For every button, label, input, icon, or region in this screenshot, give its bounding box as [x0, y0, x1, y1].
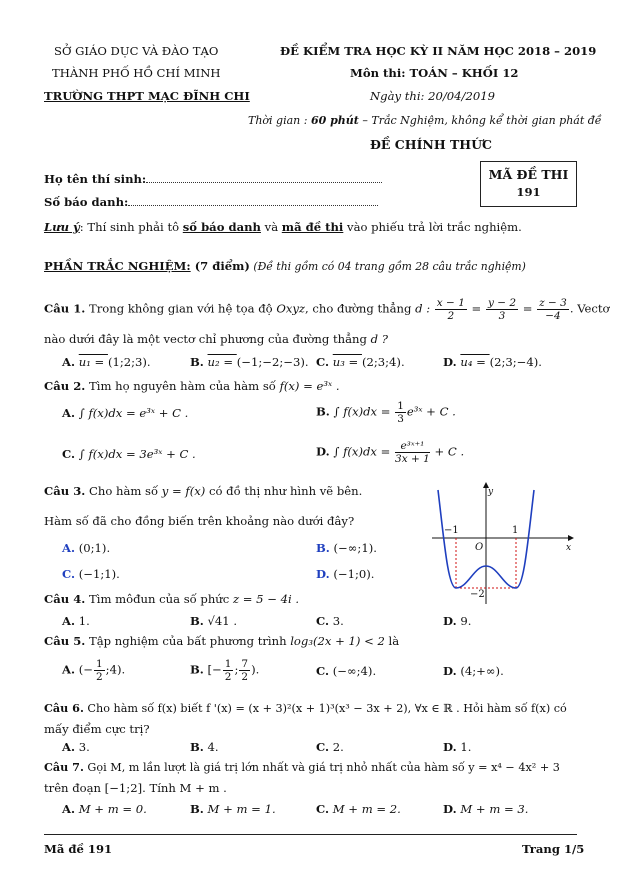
exam-code: 191	[516, 185, 541, 199]
q7-stem-line2: trên đoạn [−1;2]. Tính M + m .	[44, 781, 227, 795]
q3-option-b[interactable]: B. (−∞;1).	[316, 541, 377, 555]
exam-duration: Thời gian : 60 phút – Trắc Nghiệm, không kể thời gian phát đề	[248, 114, 602, 127]
graph-tick-neg2: −2	[470, 589, 485, 600]
q3-stem: Câu 3. Cho hàm số y = f(x) có đồ thị như hình vẽ bên.	[44, 484, 363, 498]
q3-option-c[interactable]: C. (−1;1).	[62, 567, 120, 581]
q4-option-c[interactable]: C. 3.	[316, 614, 344, 628]
footer-code: Mã đề 191	[44, 842, 113, 856]
q5-option-c[interactable]: C. (−∞;4).	[316, 664, 377, 678]
dept-name: SỞ GIÁO DỤC VÀ ĐÀO TẠO	[54, 44, 219, 58]
q2-stem: Câu 2. Tìm họ nguyên hàm của hàm số f(x) = e³ˣ .	[44, 379, 340, 393]
graph-origin: O	[475, 542, 484, 553]
q4-option-a[interactable]: A. 1.	[62, 614, 90, 628]
graph-tick-1: 1	[512, 525, 519, 536]
q6-option-a[interactable]: A. 3.	[62, 740, 90, 754]
exam-date: Ngày thi: 20/04/2019	[370, 89, 495, 103]
student-id-field[interactable]	[128, 195, 378, 206]
q2-option-b[interactable]: B. ∫ f(x)dx = $\frac{1}{3}$ e³ˣ + C .	[316, 400, 456, 425]
student-id-row: Số báo danh:	[44, 195, 378, 209]
q2-option-a[interactable]: A. ∫ f(x)dx = e³ˣ + C .	[62, 406, 189, 420]
q1-stem: Câu 1. Trong không gian với hệ tọa độ Oxyz, cho đường thẳng d : $\frac{x - 1}{2}$ = $\frac{y - 2}{3}$ = $\frac{z - 3}{-4}$ . Vectơ	[44, 297, 610, 322]
graph-tick-neg1: −1	[444, 525, 459, 536]
graph-x-label: x	[566, 543, 572, 553]
city-name: THÀNH PHỐ HỒ CHÍ MINH	[52, 66, 221, 80]
official-label: ĐỀ CHÍNH THỨC	[370, 137, 492, 152]
q6-stem-line2: mấy điểm cực trị?	[44, 722, 150, 736]
student-name-row: Họ tên thí sinh:	[44, 172, 382, 186]
section-title: PHẦN TRẮC NGHIỆM: (7 điểm) (Đề thi gồm có 04 trang gồm 28 câu trắc nghiệm)	[44, 259, 526, 273]
q3-stem-line2: Hàm số đã cho đồng biến trên khoảng nào dưới đây?	[44, 514, 355, 528]
q7-option-b[interactable]: B. M + m = 1.	[190, 802, 276, 816]
q1-option-d[interactable]: D. u₄ = (2;3;−4).	[443, 355, 542, 369]
q1-option-c[interactable]: C. u₃ = (2;3;4).	[316, 355, 405, 369]
note: Lưu ý: Thí sinh phải tô số báo danh và mã đề thi vào phiếu trả lời trắc nghiệm.	[44, 220, 522, 234]
q7-option-c[interactable]: C. M + m = 2.	[316, 802, 401, 816]
q4-stem: Câu 4. Tìm môđun của số phức z = 5 − 4i .	[44, 592, 300, 606]
subject: Môn thi: TOÁN – KHỐI 12	[350, 66, 519, 80]
q6-stem: Câu 6. Cho hàm số f(x) biết f '(x) = (x + 3)²(x + 1)³(x³ − 3x + 2), ∀x ∈ ℝ . Hỏi hàm số f(x) có	[44, 701, 567, 715]
q5-stem: Câu 5. Tập nghiệm của bất phương trình log₃(2x + 1) < 2 là	[44, 634, 400, 648]
page-number: Trang 1/5	[522, 842, 585, 856]
exam-title: ĐỀ KIỂM TRA HỌC KỲ II NĂM HỌC 2018 – 2019	[280, 44, 597, 58]
q5-option-a[interactable]: A. (− $\frac{1}{2}$ ;4).	[62, 658, 126, 683]
q7-stem: Câu 7. Gọi M, m lần lượt là giá trị lớn nhất và giá trị nhỏ nhất của hàm số y = x⁴ − 4x² + 3	[44, 760, 560, 774]
exam-code-box	[480, 161, 577, 207]
graph-y-label: y	[488, 487, 494, 497]
school-name: TRƯỜNG THPT MẠC ĐĨNH CHI	[44, 89, 250, 103]
q3-graph	[428, 480, 576, 608]
student-name-field[interactable]	[146, 172, 382, 183]
q1-option-a[interactable]: A. u₁ = (1;2;3).	[62, 355, 151, 369]
q3-option-d[interactable]: D. (−1;0).	[316, 567, 375, 581]
q1-option-b[interactable]: B. u₂ = (−1;−2;−3).	[190, 355, 309, 369]
q3-option-a[interactable]: A. (0;1).	[62, 541, 111, 555]
exam-code-title: MÃ ĐỀ THI	[488, 167, 569, 182]
q1-stem-line2: nào dưới đây là một vectơ chỉ phương của đường thẳng d ?	[44, 332, 388, 346]
footer-divider	[44, 834, 577, 835]
q2-option-d[interactable]: D. ∫ f(x)dx = $\frac{\text{e³ˣ⁺¹}}{3x + 1}$ + C .	[316, 440, 465, 465]
q6-option-d[interactable]: D. 1.	[443, 740, 472, 754]
q5-option-d[interactable]: D. (4;+∞).	[443, 664, 504, 678]
x-axis-arrow	[568, 535, 574, 541]
q2-option-c[interactable]: C. ∫ f(x)dx = 3e³ˣ + C .	[62, 447, 196, 461]
q6-option-b[interactable]: B. 4.	[190, 740, 219, 754]
q4-option-d[interactable]: D. 9.	[443, 614, 472, 628]
q7-option-a[interactable]: A. M + m = 0.	[62, 802, 147, 816]
q7-option-d[interactable]: D. M + m = 3.	[443, 802, 529, 816]
q4-option-b[interactable]: B. √41 .	[190, 614, 238, 628]
q5-option-b[interactable]: B. [− $\frac{1}{2}$ ; $\frac{7}{2}$ ).	[190, 658, 260, 683]
q6-option-c[interactable]: C. 2.	[316, 740, 344, 754]
